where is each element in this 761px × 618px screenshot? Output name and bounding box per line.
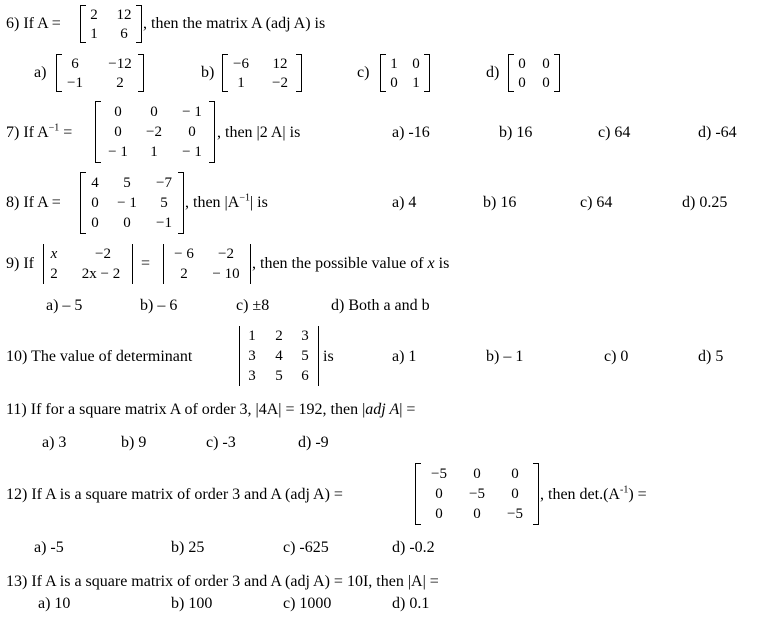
q8-option-c[interactable]: c) 64 <box>580 194 613 211</box>
q6-option-a-matrix[interactable]: 6 −12 −1 2 <box>56 54 144 92</box>
q10-option-d[interactable]: d) 5 <box>698 348 724 365</box>
q6-option-a-label[interactable]: a) <box>34 64 47 81</box>
q8-suffix: , then $|A^{-1}|$ is <box>185 192 268 211</box>
q12-matrix: −5 0 0 0 −5 0 0 0 −5 <box>415 463 539 525</box>
q9-equals: = <box>141 255 151 272</box>
q10-option-a[interactable]: a) 1 <box>392 348 417 365</box>
q10-determinant: 1 2 3 3 4 5 3 5 6 <box>238 326 320 386</box>
q10-option-b[interactable]: b) – 1 <box>486 348 524 365</box>
q12-prefix: 12) If A is a square matrix of order 3 and A (adj A) = <box>6 486 343 503</box>
q9-prefix: 9) If <box>6 255 34 272</box>
q6-prefix: 6) If A = <box>6 15 61 32</box>
q12-option-a[interactable]: a) -5 <box>34 539 64 556</box>
q7-option-a[interactable]: a) -16 <box>392 124 430 141</box>
q6-option-c-label[interactable]: c) <box>357 64 370 81</box>
q7-matrix: 0 0 − 1 0 −2 0 − 1 1 − 1 <box>95 101 215 163</box>
q8-option-b[interactable]: b) 16 <box>483 194 517 211</box>
q6-option-c-matrix[interactable]: 1 0 0 1 <box>380 54 430 92</box>
q11-option-b[interactable]: b) 9 <box>121 434 147 451</box>
q13-option-b[interactable]: b) 100 <box>171 595 213 612</box>
q7-prefix: 7) If $A^{-1}$ = <box>6 122 73 141</box>
q9-option-b[interactable]: b) – 6 <box>140 297 178 314</box>
q6-option-b-matrix[interactable]: −6 12 1 −2 <box>222 54 302 92</box>
q12-option-d[interactable]: d) -0.2 <box>392 539 435 556</box>
q7-option-c[interactable]: c) 64 <box>598 124 631 141</box>
q12-suffix: , then $\det.(A^{-1})$ = <box>540 484 647 503</box>
q8-matrix: 4 5 −7 0 − 1 5 0 0 −1 <box>80 172 184 234</box>
q13-text: 13) If A is a square matrix of order 3 and A (adj A) = 10I, then |A| = <box>6 573 439 590</box>
q9-option-c[interactable]: c) ±8 <box>236 297 270 314</box>
q13-option-a[interactable]: a) 10 <box>38 595 71 612</box>
q6-option-b-label[interactable]: b) <box>201 64 215 81</box>
q12-option-b[interactable]: b) 25 <box>171 539 205 556</box>
q6-option-d-label[interactable]: d) <box>486 64 500 81</box>
q10-option-c[interactable]: c) 0 <box>604 348 629 365</box>
q7-option-b[interactable]: b) 16 <box>499 124 533 141</box>
q7-suffix: , then |2 A| is <box>217 124 301 141</box>
q11-option-a[interactable]: a) 3 <box>42 434 67 451</box>
q11-option-c[interactable]: c) -3 <box>206 434 236 451</box>
q6-matrix: 2 12 1 6 <box>80 5 142 43</box>
q7-option-d[interactable]: d) -64 <box>698 124 737 141</box>
q6-suffix: , then the matrix A (adj A) is <box>143 15 326 32</box>
q11-text: 11) If for a square matrix A of order 3, |4A| = 192, then |adj A| = <box>6 401 416 418</box>
q8-option-d[interactable]: d) 0.25 <box>682 194 728 211</box>
q13-option-d[interactable]: d) 0.1 <box>392 595 430 612</box>
q9-suffix: , then the possible value of x is <box>252 255 450 272</box>
q9-determinant-left: x −2 2 2x − 2 <box>42 244 134 284</box>
q9-option-a[interactable]: a) – 5 <box>46 297 83 314</box>
q13-option-c[interactable]: c) 1000 <box>283 595 332 612</box>
q8-prefix: 8) If A = <box>6 194 61 211</box>
q12-option-c[interactable]: c) -625 <box>283 539 329 556</box>
q8-option-a[interactable]: a) 4 <box>392 194 417 211</box>
q9-determinant-right: − 6 −2 2 − 10 <box>162 244 252 284</box>
q11-option-d[interactable]: d) -9 <box>298 434 329 451</box>
q10-suffix: is <box>323 348 334 365</box>
q10-prefix: 10) The value of determinant <box>6 348 193 365</box>
q6-option-d-matrix[interactable]: 0 0 0 0 <box>508 54 560 92</box>
q9-option-d[interactable]: d) Both a and b <box>331 297 430 314</box>
